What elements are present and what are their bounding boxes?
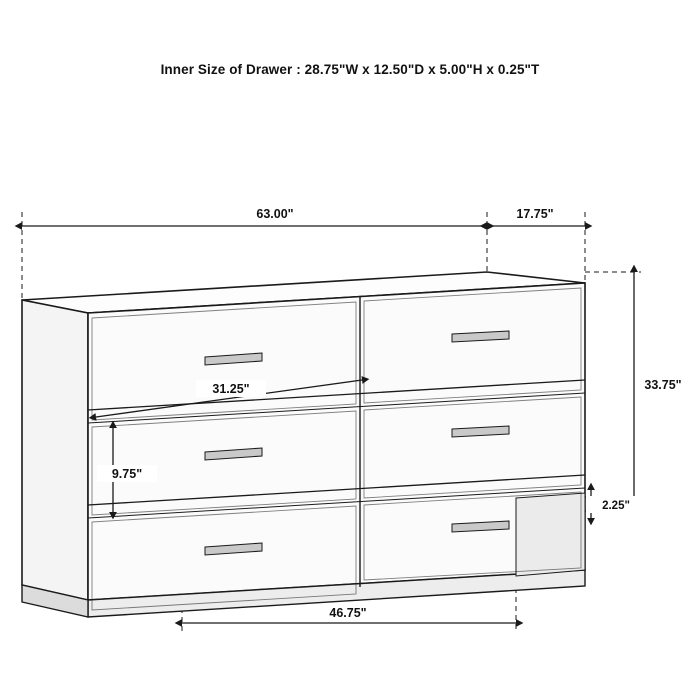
dim-label-height: 33.75" (644, 378, 682, 392)
dim-label-drawer-height: 9.75" (111, 467, 143, 481)
dresser-illustration (22, 272, 585, 617)
dim-label-base-height: 2.25" (602, 500, 630, 512)
base-recess-shadow (516, 493, 585, 576)
page-title: Inner Size of Drawer : 28.75"W x 12.50"D x 5.00"H x 0.25"T (160, 62, 540, 77)
dim-label-width: 63.00" (256, 207, 294, 221)
dresser-left-side-panel (22, 300, 88, 600)
dim-label-drawer-width: 31.25" (212, 382, 250, 396)
dim-label-base-width: 46.75" (329, 606, 367, 620)
dresser-front-face (88, 283, 585, 600)
dim-label-depth: 17.75" (516, 207, 554, 221)
